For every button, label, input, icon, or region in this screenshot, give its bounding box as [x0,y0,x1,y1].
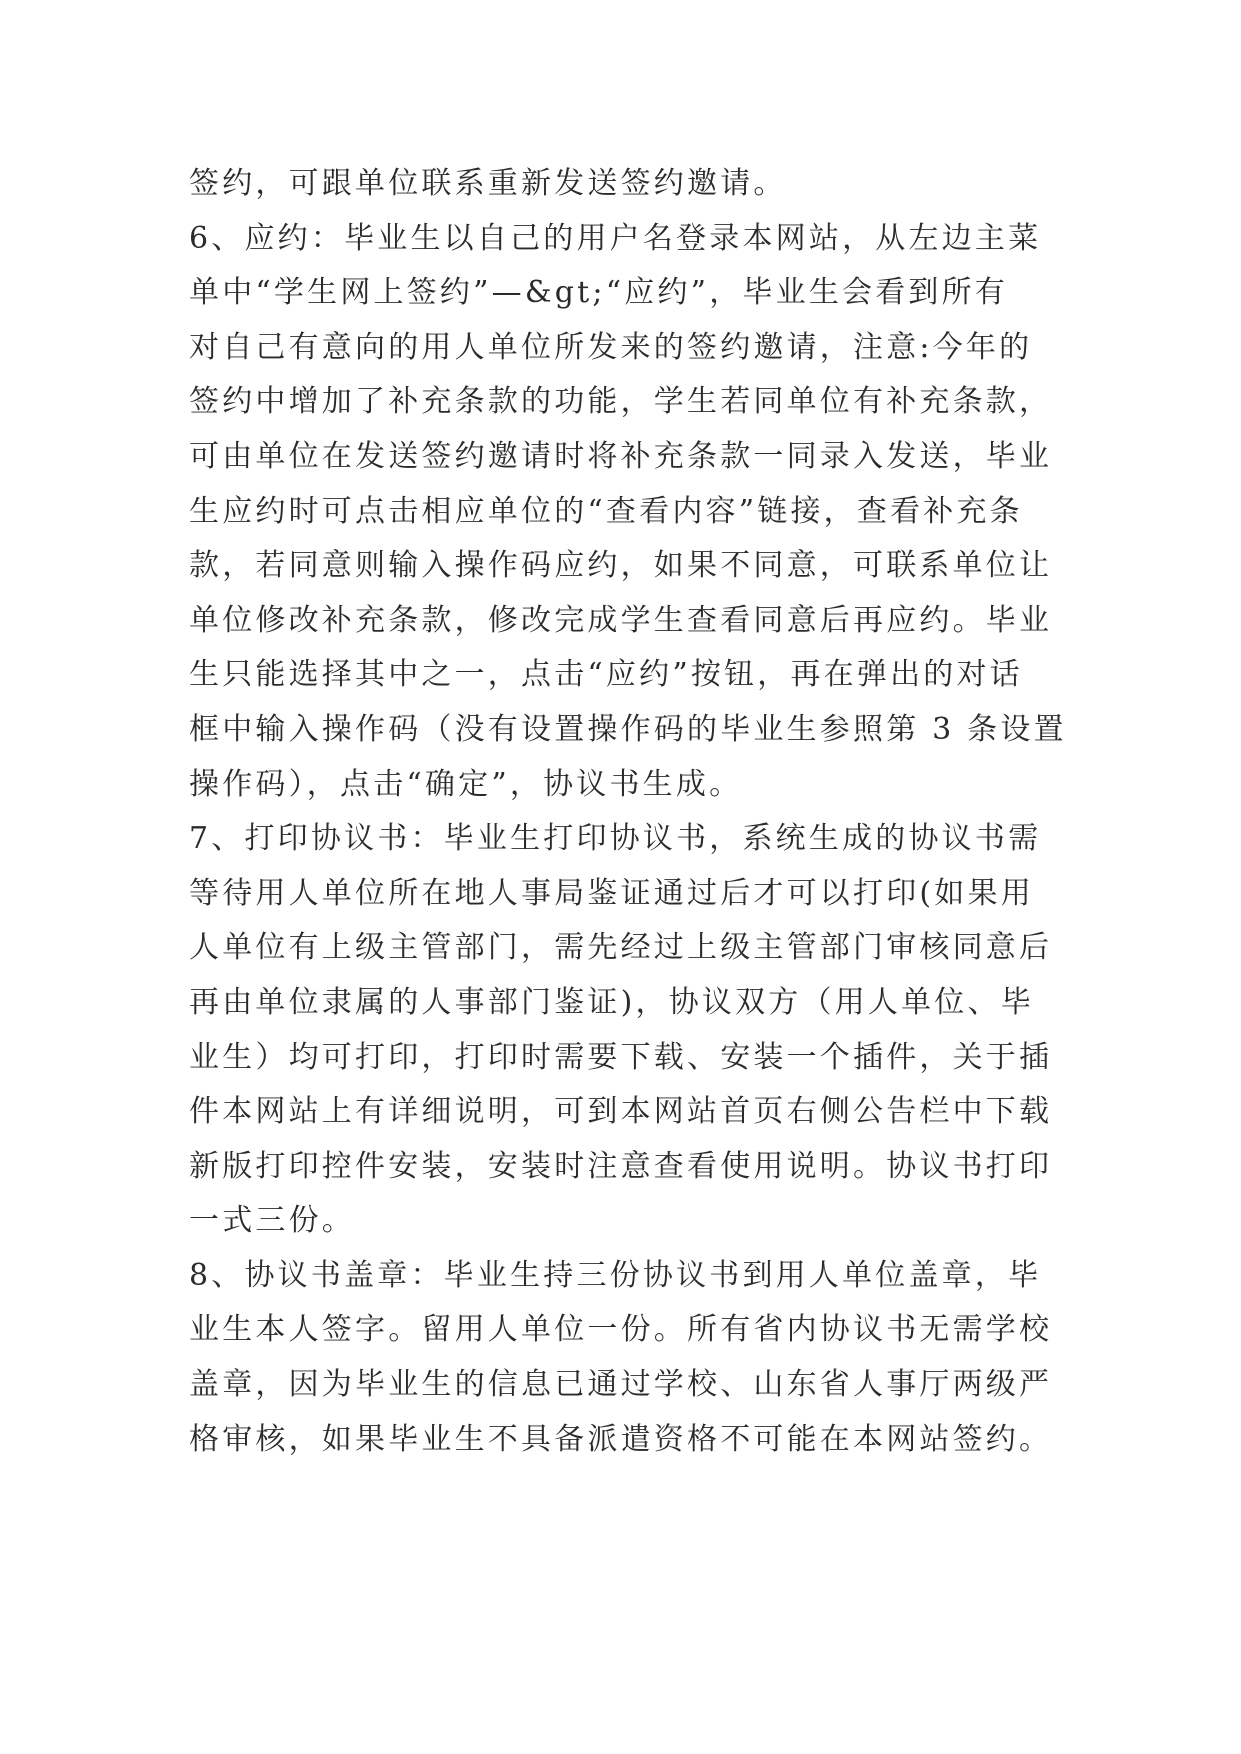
text-line: 件本网站上有详细说明，可到本网站首页右侧公告栏中下载 [189,1094,1053,1130]
text-line: 生应约时可点击相应单位的“查看内容”链接，查看补充条 [189,493,1023,529]
body-text [189,157,1069,1467]
text-line: 签约中增加了补充条款的功能，学生若同单位有补充条款， [189,384,1053,420]
text-line: 盖章，因为毕业生的信息已通过学校、山东省人事厅两级严 [189,1367,1053,1403]
text-line: 业生本人签字。留用人单位一份。所有省内协议书无需学校 [189,1312,1053,1348]
text-line: 8、协议书盖章：毕业生持三份协议书到用人单位盖章，毕 [189,1257,1042,1293]
text-line: 新版打印控件安装，安装时注意查看使用说明。协议书打印 [189,1148,1053,1184]
text-line: 人单位有上级主管部门，需先经过上级主管部门审核同意后 [189,930,1053,966]
text-line: 签约，可跟单位联系重新发送签约邀请。 [189,166,787,201]
text-line: 一式三份。 [189,1203,355,1239]
text-line: 再由单位隶属的人事部门鉴证)，协议双方（用人单位、毕 [189,984,1034,1020]
text-line: 格审核，如果毕业生不具备派遣资格不可能在本网站签约。 [189,1421,1053,1457]
text-line: 单位修改补充条款，修改完成学生查看同意后再应约。毕业 [189,602,1053,638]
text-line: 款，若同意则输入操作码应约，如果不同意，可联系单位让 [189,548,1053,584]
text-line: 单中“学生网上签约”—&gt;“应约”，毕业生会看到所有 [189,275,1009,311]
text-line: 6、应约：毕业生以自己的用户名登录本网站，从左边主菜 [189,220,1042,256]
text-line: 业生）均可打印，打印时需要下载、安装一个插件，关于插 [189,1039,1053,1075]
text-line: 生只能选择其中之一，点击“应约”按钮，再在弹出的对话 [189,657,1023,693]
text-line: 对自己有意向的用人单位所发来的签约邀请，注意:今年的 [189,329,1033,365]
text-line: 框中输入操作码（没有设置操作码的毕业生参照第 3 条设置 [189,711,1067,747]
text-line: 等待用人单位所在地人事局鉴证通过后才可以打印(如果用 [189,875,1034,911]
text-line: 可由单位在发送签约邀请时将补充条款一同录入发送，毕业 [189,438,1053,474]
text-line: 7、打印协议书：毕业生打印协议书，系统生成的协议书需 [189,821,1042,857]
text-line: 操作码），点击“确定”，协议书生成。 [189,766,743,802]
